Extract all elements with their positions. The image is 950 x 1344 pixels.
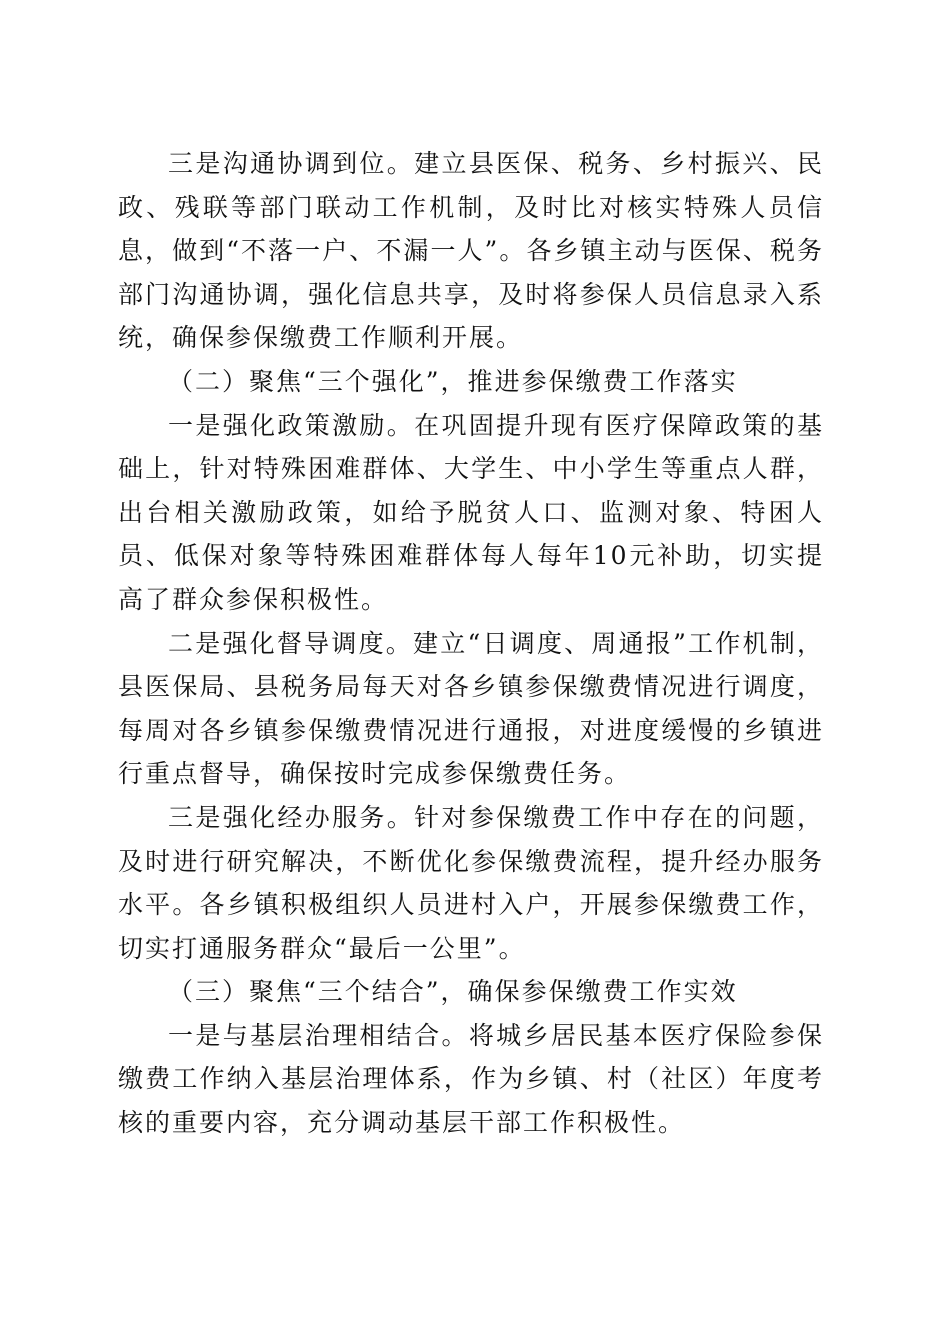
paragraph-policy-incentive: 一是强化政策激励。在巩固提升现有医疗保障政策的基础上，针对特殊困难群体、大学生、中小学生等重点人群，出台相关激励政策，如给予脱贫人口、监测对象、特困人员、低保对象等特殊困难群体每人每年10元补助，切实提高了群众参保积极性。 (118, 410, 824, 614)
paragraph-grassroots-governance: 一是与基层治理相结合。将城乡居民基本医疗保险参保缴费工作纳入基层治理体系，作为乡镇、村（社区）年度考核的重要内容，充分调动基层干部工作积极性。 (118, 1020, 824, 1138)
paragraph-supervision-scheduling: 二是强化督导调度。建立“日调度、周通报”工作机制，县医保局、县税务局每天对各乡镇参保缴费情况进行调度，每周对各乡镇参保缴费情况进行通报，对进度缓慢的乡镇进行重点督导，确保按时完成参保缴费任务。 (118, 628, 824, 789)
paragraph-handling-service: 三是强化经办服务。针对参保缴费工作中存在的问题，及时进行研究解决，不断优化参保缴费流程，提升经办服务水平。各乡镇积极组织人员进村入户，开展参保缴费工作，切实打通服务群众“最后一公里”。 (118, 802, 824, 963)
section-heading-three-strengthen: （二）聚焦“三个强化”，推进参保缴费工作落实 (168, 366, 738, 396)
document-page (118, 142, 824, 1145)
section-heading-three-combine: （三）聚焦“三个结合”，确保参保缴费工作实效 (168, 977, 738, 1007)
paragraph-communication-coordination: 三是沟通协调到位。建立县医保、税务、乡村振兴、民政、残联等部门联动工作机制，及时比对核实特殊人员信息，做到“不落一户、不漏一人”。各乡镇主动与医保、税务部门沟通协调，强化信息共享，及时将参保人员信息录入系统，确保参保缴费工作顺利开展。 (118, 149, 824, 353)
